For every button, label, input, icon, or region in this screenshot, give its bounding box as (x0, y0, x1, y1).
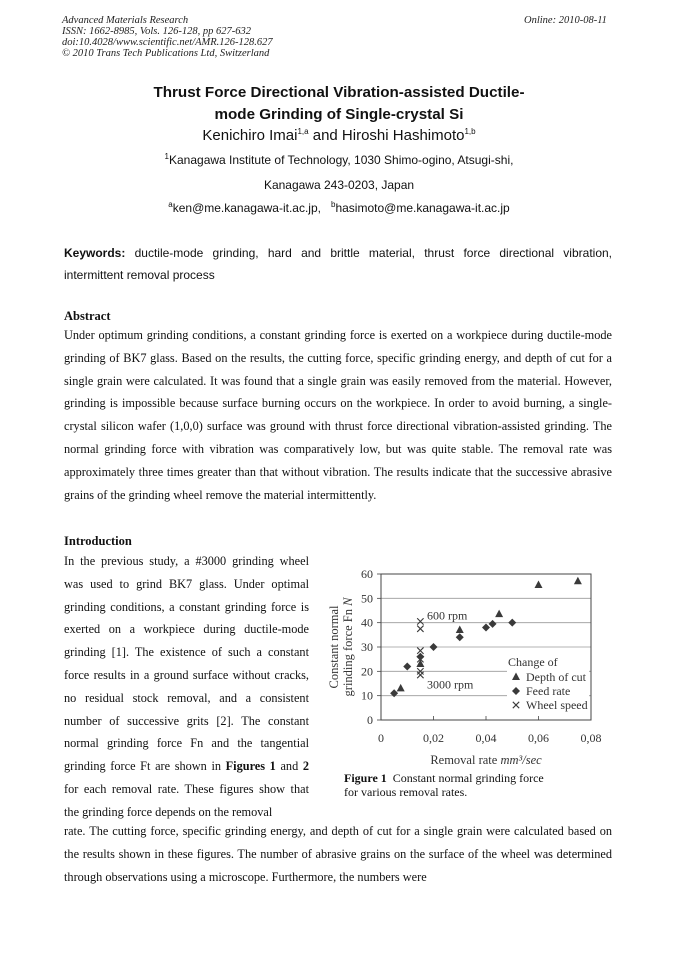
journal-name: Advanced Materials Research (62, 15, 189, 26)
y-axis-label-line-1: Constant normal (327, 605, 341, 689)
author-1-affil: 1,a (297, 127, 309, 136)
data-point-diamond (508, 619, 516, 627)
abstract-paragraph: Under optimum grinding conditions, a constant grinding force is exerted on a workpiece during ductile-mode grinding of BK7 glass. Based on the results, the cutting force, specific grinding energy, and depth of cut for a single grain were calculated. It was found that a single grain was easily removed from the material. However, grinding is impossible because surface burning occurs on the workpiece. In order to avoid burning, a single-crystal silicon wafer (1,0,0) surface was ground with thrust force directional vibration-assisted grinding. The normal grinding force with vibration was comparatively low, but was quite stable. The removal rate was approximately three times greater than that without vibration. The results indicate that the successive abrasive grains of the grinding wheel remove the material intermittently. (64, 328, 612, 502)
x-tick-label: 0,08 (580, 731, 602, 745)
y-tick-label: 0 (367, 713, 373, 727)
y-tick-label: 60 (361, 567, 373, 581)
legend-entry: Feed rate (526, 684, 571, 698)
chart-annotation: 600 rpm (427, 608, 468, 623)
abstract-text (64, 324, 612, 506)
y-tick-label: 10 (361, 688, 373, 703)
y-tick-label: 50 (361, 591, 373, 606)
email-b-marker: b (331, 200, 336, 209)
legend-entry: Wheel speed (526, 698, 588, 712)
introduction-paragraph-continued: rate. The cutting force, specific grinding energy, and depth of cut for a single grain were calculated based on the results shown in these figures. The number of abrasive grains on the surface of the wheel was determined through observations using a microscope. Furthermore, the numbers were (64, 824, 612, 884)
issn-line: ISSN: 1662-8985, Vols. 126-128, pp 627-632 (62, 26, 251, 37)
paper-title-line-1: Thrust Force Directional Vibration-assisted Ductile- (153, 84, 525, 101)
figure-1-caption (344, 771, 544, 799)
figure-1-ref: Figures 1 (225, 759, 276, 774)
email-a-marker: a (168, 200, 173, 209)
data-point-triangle (535, 580, 543, 588)
data-point-triangle (397, 684, 405, 692)
caption-line-1: Constant normal grinding force (392, 771, 544, 785)
chart-annotation: 3000 rpm (427, 677, 474, 692)
data-point-x (417, 618, 423, 624)
author-1: Kenichiro Imai (202, 127, 298, 144)
y-tick-label: 30 (361, 640, 373, 654)
figure-2-ref: 2 (302, 759, 310, 774)
introduction-column-text (64, 550, 309, 824)
legend-entry: Depth of cut (526, 670, 586, 684)
caption-line-2: for various removal rates. (344, 785, 468, 799)
abstract-heading: Abstract (64, 309, 111, 323)
introduction-heading: Introduction (64, 534, 132, 548)
paper-title-line-2: mode Grinding of Single-crystal Si (214, 106, 464, 123)
x-tick-label: 0 (378, 731, 384, 745)
keywords-text: ductile-mode grinding, hard and brittle material, thrust force directional vibration, intermittent removal process (64, 246, 612, 282)
legend-title: Change of (508, 655, 558, 669)
affiliation-line-1 (0, 153, 678, 167)
data-point-x (417, 672, 423, 678)
x-tick-label: 0,06 (528, 731, 549, 745)
emails (0, 201, 678, 215)
online-date: Online: 2010-08-11 (524, 15, 607, 26)
data-point-diamond (430, 643, 438, 651)
y-tick-label: 20 (361, 664, 373, 679)
y-tick-label: 40 (361, 615, 373, 630)
keywords (64, 242, 612, 286)
introduction-paragraph: In the previous study, a #3000 grinding wheel was used to grind BK7 glass. Under optimal grinding conditions, a constant grinding force is exerted on a workpiece during ductile-mode grinding [1]. The existence of such a constant force results in a ground surface without cracks, no residual stock removal, and a consistent number of successive grits [2]. The constant normal grinding force Fn and the tangential grinding force Ft are shown in Figures 1 and 2 for each removal rate. These figures show that the grinding force depends on the removal (64, 554, 310, 819)
email-a[interactable]: ken@me.kanagawa-it.ac.jp, (172, 201, 321, 215)
x-tick-label: 0,02 (423, 731, 444, 745)
y-axis-label-line-2: grinding force Fn N (341, 597, 355, 697)
author-2: and Hiroshi Hashimoto (308, 127, 465, 144)
data-point-diamond (489, 620, 497, 628)
data-point-diamond (456, 633, 464, 641)
email-b[interactable]: hasimoto@me.kanagawa-it.ac.jp (335, 201, 510, 215)
keywords-label: Keywords: (64, 246, 126, 260)
data-point-triangle (574, 577, 582, 585)
data-point-triangle (495, 610, 503, 618)
x-axis-label: Removal rate mm³/sec (430, 753, 542, 767)
data-point-triangle (456, 625, 464, 633)
affiliation-line-2: Kanagawa 243-0203, Japan (263, 178, 415, 192)
data-point-x (417, 626, 423, 632)
data-point-diamond (403, 662, 411, 670)
authors (0, 127, 678, 144)
data-point-diamond (482, 624, 490, 632)
x-tick-label: 0,04 (475, 731, 497, 745)
affiliation-marker: 1 (164, 152, 169, 161)
affiliation-text: Kanagawa Institute of Technology, 1030 Shimo-ogino, Atsugi-shi, (169, 153, 514, 167)
author-2-affil: 1,b (464, 127, 476, 136)
copyright-line: © 2010 Trans Tech Publications Ltd, Switzerland (62, 48, 270, 59)
doi-line: doi:10.4028/www.scientific.net/AMR.126-128.627 (62, 37, 273, 48)
introduction-full-text (64, 820, 612, 888)
figure-1-chart (320, 560, 620, 770)
figure-1-label: Figure 1 (344, 771, 387, 785)
